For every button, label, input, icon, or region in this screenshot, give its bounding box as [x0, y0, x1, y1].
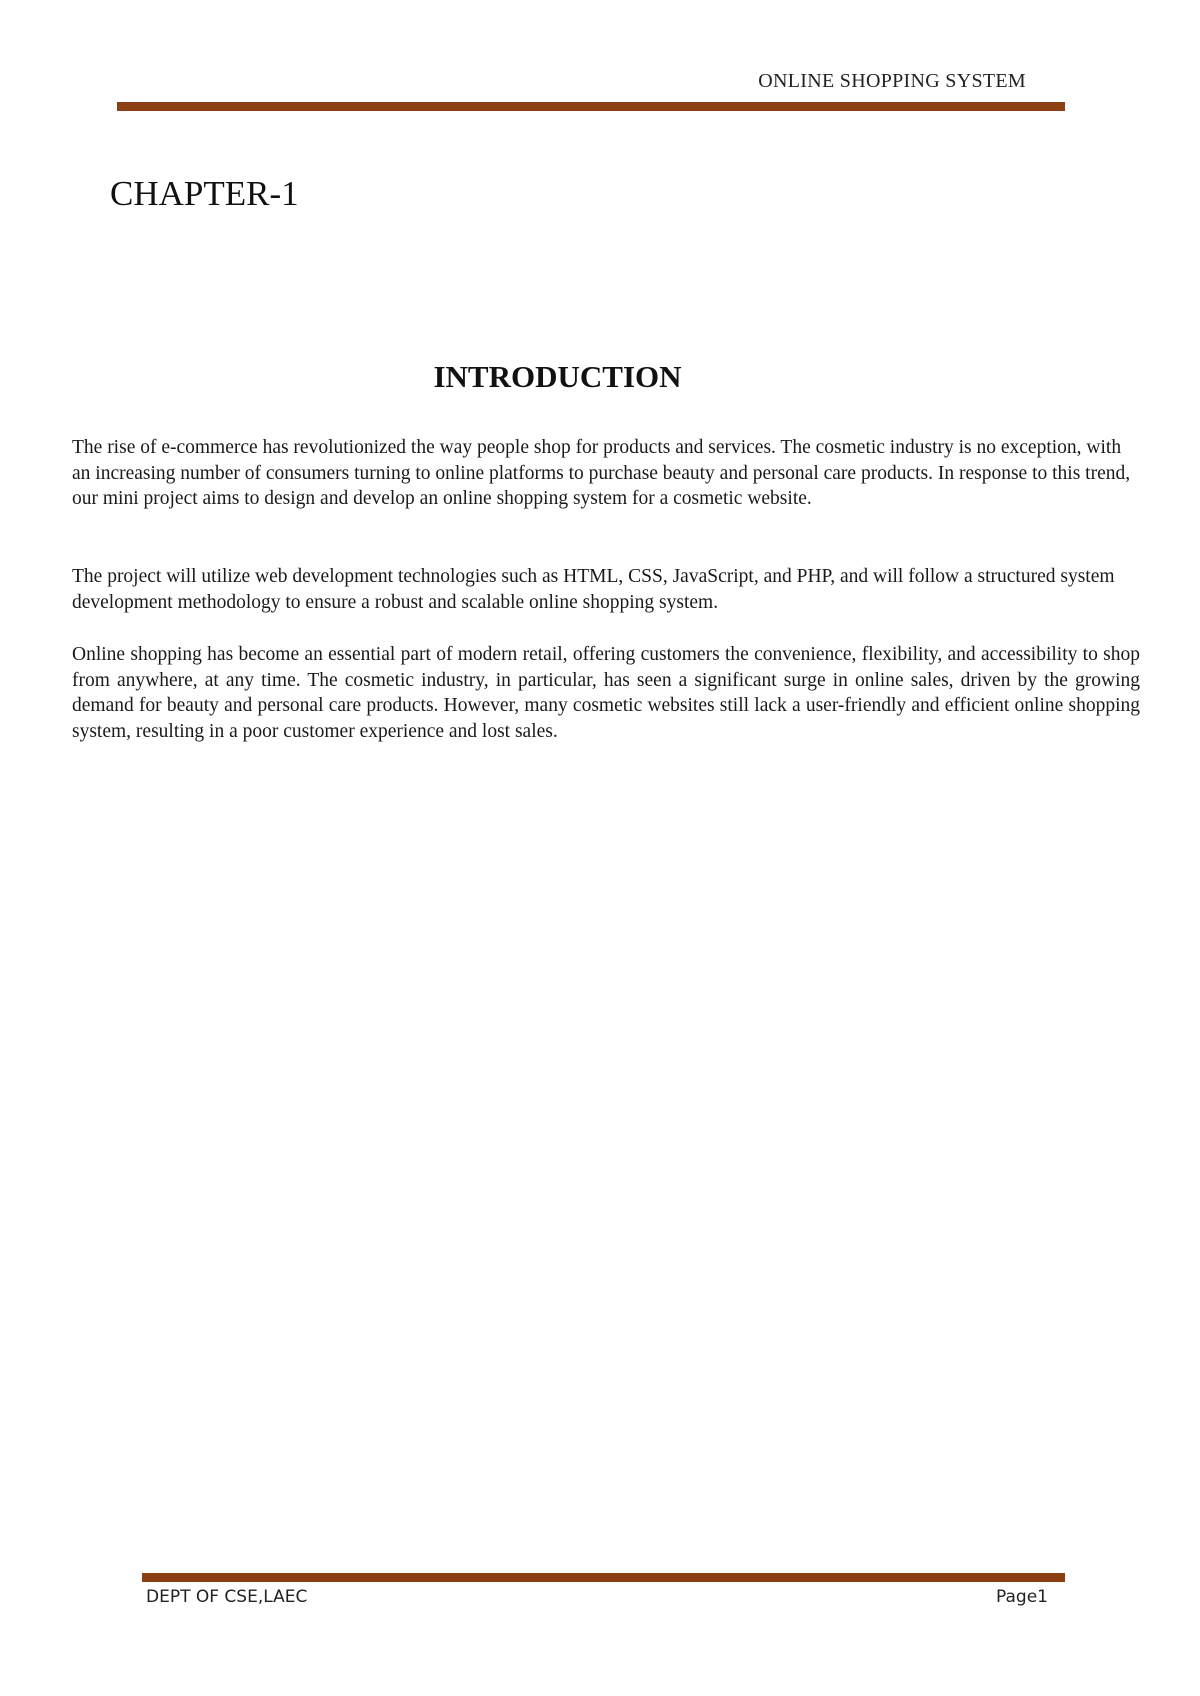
footer-page-number: Page1: [996, 1587, 1048, 1607]
section-heading: INTRODUCTION: [433, 359, 682, 394]
chapter-label: CHAPTER-1: [110, 174, 299, 213]
running-header-title: ONLINE SHOPPING SYSTEM: [758, 70, 1026, 92]
paragraph-2: The project will utilize web development technologies such as HTML, CSS, JavaScript, and PHP, and will follow a structured system development methodology to ensure a robust and scalable online shopping system.: [72, 566, 1115, 613]
footer-department: DEPT OF CSE,LAEC: [146, 1587, 308, 1607]
paragraph-1: The rise of e-commerce has revolutionized the way people shop for products and services. The cosmetic industry is no exception, with an increasing number of consumers turning to online platforms to purchase beauty and personal care products. In response to this trend, our mini project aims to design and develop an online shopping system for a cosmetic website.: [72, 437, 1131, 509]
header-rule: [117, 102, 1065, 111]
paragraph-3: Online shopping has become an essential part of modern retail, offering customers the convenience, flexibility, and accessibility to shop from anywhere, at any time. The cosmetic industry, in particular, has seen a significant surge in online sales, driven by the growing demand for beauty and personal care products. However, many cosmetic websites still lack a user-friendly and efficient online shopping system, resulting in a poor customer experience and lost sales.: [72, 644, 1140, 742]
footer-rule: [142, 1573, 1065, 1582]
